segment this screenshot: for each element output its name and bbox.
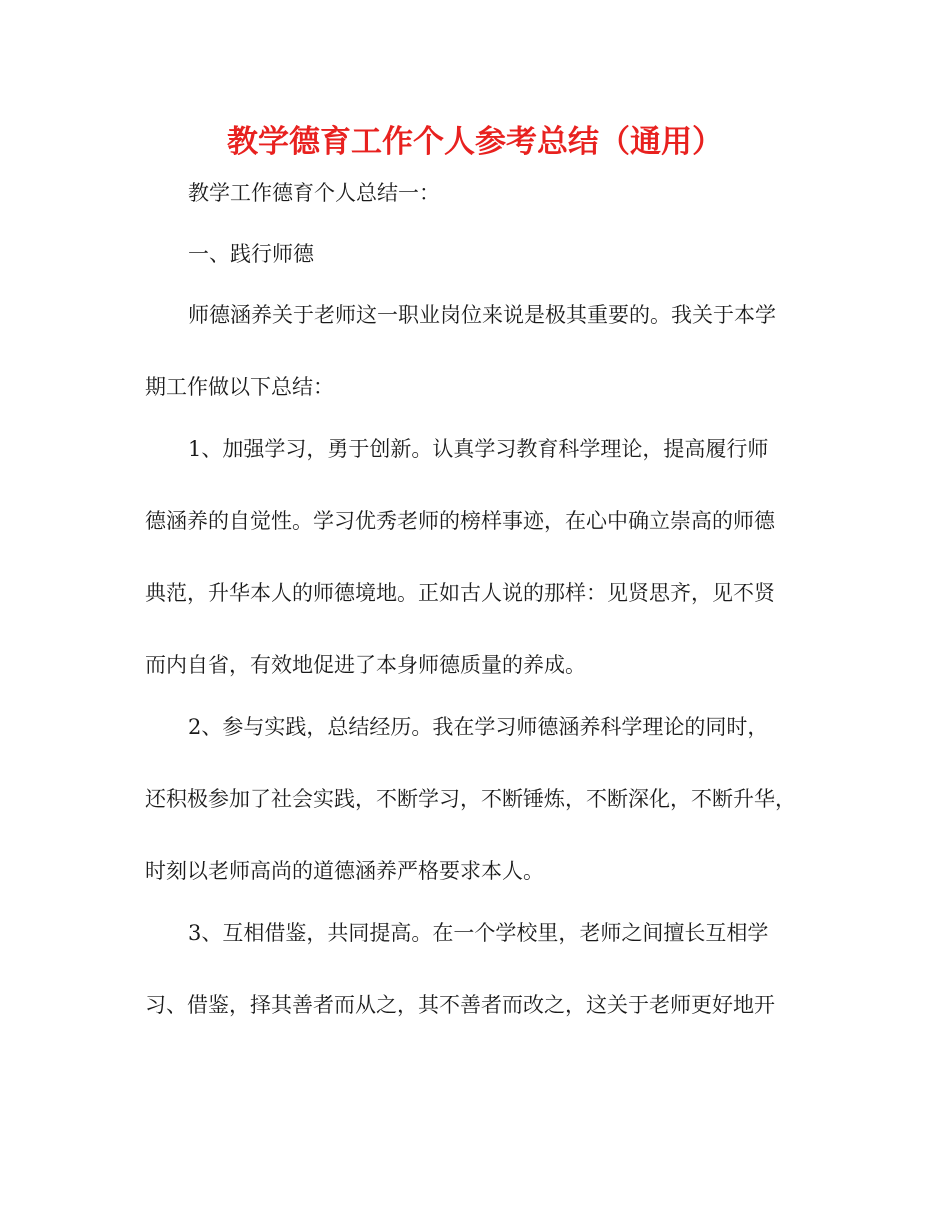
text-line: 而内自省，有效地促进了本身师德质量的养成。	[145, 653, 586, 677]
text-line: 典范，升华本人的师德境地。正如古人说的那样：见贤思齐，见不贤	[145, 581, 775, 605]
text-line: 习、借鉴，择其善者而从之，其不善者而改之，这关于老师更好地开	[145, 993, 775, 1017]
text-line: 德涵养的自觉性。学习优秀老师的榜样事迹，在心中确立崇高的师德	[145, 509, 775, 533]
text-line: 还积极参加了社会实践，不断学习，不断锤炼，不断深化，不断升华，	[145, 787, 796, 811]
text-line: 教学工作德育个人总结一：	[188, 181, 440, 205]
document-title: 教学德育工作个人参考总结（通用）	[227, 124, 723, 160]
text-line: 师德涵养关于老师这一职业岗位来说是极其重要的。我关于本学	[188, 303, 776, 327]
text-line: 期工作做以下总结：	[145, 375, 334, 399]
text-line: 时刻以老师高尚的道德涵养严格要求本人。	[145, 859, 544, 883]
text-line: 一、践行师德	[188, 242, 314, 266]
text-line: 3、互相借鉴，共同提高。在一个学校里，老师之间擅长互相学	[188, 921, 769, 945]
text-line: 1、加强学习，勇于创新。认真学习教育科学理论，提高履行师	[188, 437, 769, 461]
text-line: 2、参与实践，总结经历。我在学习师德涵养科学理论的同时，	[188, 715, 769, 739]
